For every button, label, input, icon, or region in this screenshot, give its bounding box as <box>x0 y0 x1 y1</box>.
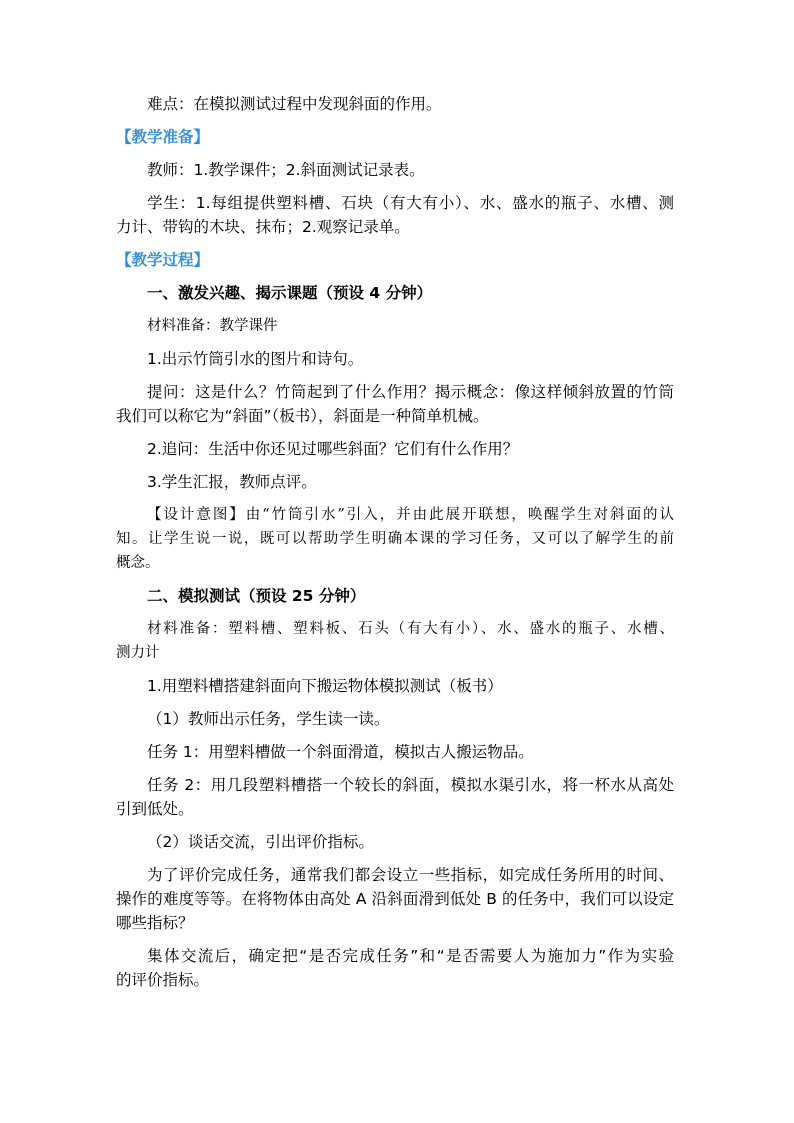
substep-1-paragraph: （1）教师出示任务，学生读一读。 <box>147 710 390 728</box>
design-intent-paragraph <box>116 503 674 575</box>
student-materials-paragraph <box>116 191 674 239</box>
step-1-paragraph: 1.出示竹筒引水的图片和诗句。 <box>147 350 364 368</box>
text-line: 哪些指标？ <box>116 914 194 932</box>
text-line: 引到低处。 <box>116 800 194 818</box>
text-line: 知。让学生说一说，既可以帮助学生明确本课的学习任务，又可以了解学生的前 <box>116 531 674 547</box>
teaching-preparation-heading: 【教学准备】 <box>116 128 210 146</box>
task-1-paragraph: 任务 1：用塑料槽做一个斜面滑道，模拟古人搬运物品。 <box>147 743 534 761</box>
teaching-process-heading: 【教学过程】 <box>116 251 210 269</box>
conclusion-paragraph <box>116 944 674 992</box>
section-heading-1: 一、激发兴趣、揭示课题（预设 4 分钟） <box>147 284 433 302</box>
text-line: 提问：这是什么？竹筒起到了什么作用？揭示概念：像这样倾斜放置的竹筒 <box>147 383 674 401</box>
materials-note-2 <box>116 617 674 665</box>
test-1-paragraph: 1.用塑料槽搭建斜面向下搬运物体模拟测试（板书） <box>147 677 503 695</box>
text-line: 的评价指标。 <box>116 971 210 989</box>
text-line: 材料准备：塑料槽、塑料板、石头（有大有小）、水、盛水的瓶子、水槽、 <box>147 621 674 637</box>
step-3-paragraph: 3.学生汇报，教师点评。 <box>147 473 317 491</box>
difficulty-paragraph: 难点：在模拟测试过程中发现斜面的作用。 <box>147 95 442 113</box>
step-2-paragraph: 2.追问：生活中你还见过哪些斜面？它们有什么作用？ <box>147 440 519 458</box>
text-line: 力计、带钩的木块、抹布；2.观察记录单。 <box>116 218 410 236</box>
materials-note-1: 材料准备：教学课件 <box>147 318 278 334</box>
text-line: 任务 2：用几段塑料槽搭一个较长的斜面，模拟水渠引水，将一杯水从高处 <box>147 776 674 794</box>
section-heading-2: 二、模拟测试（预设 25 分钟） <box>147 587 366 605</box>
question-paragraph <box>116 380 674 428</box>
text-line: 集体交流后，确定把“是否完成任务”和“是否需要人为施加力”作为实验 <box>147 947 674 965</box>
text-line: 我们可以称它为“斜面”（板书），斜面是一种简单机械。 <box>116 407 489 425</box>
text-line: 测力计 <box>116 645 160 661</box>
evaluation-paragraph <box>116 863 674 935</box>
lesson-plan-body <box>116 92 674 1001</box>
text-line: 学生：1.每组提供塑料槽、石块（有大有小）、水、盛水的瓶子、水槽、测 <box>147 194 674 212</box>
text-line: 操作的难度等等。在将物体由高处 A 沿斜面滑到低处 B 的任务中，我们可以设定 <box>116 890 674 908</box>
text-line: 为了评价完成任务，通常我们都会设立一些指标，如完成任务所用的时间、 <box>147 866 674 884</box>
text-line: 【设计意图】由“竹筒引水”引入，并由此展开联想，唤醒学生对斜面的认 <box>147 507 674 523</box>
teacher-materials-paragraph: 教师：1.教学课件；2.斜面测试记录表。 <box>147 161 425 179</box>
text-line: 概念。 <box>116 555 160 571</box>
substep-2-paragraph: （2）谈话交流，引出评价指标。 <box>147 833 374 851</box>
task-2-paragraph <box>116 773 674 821</box>
